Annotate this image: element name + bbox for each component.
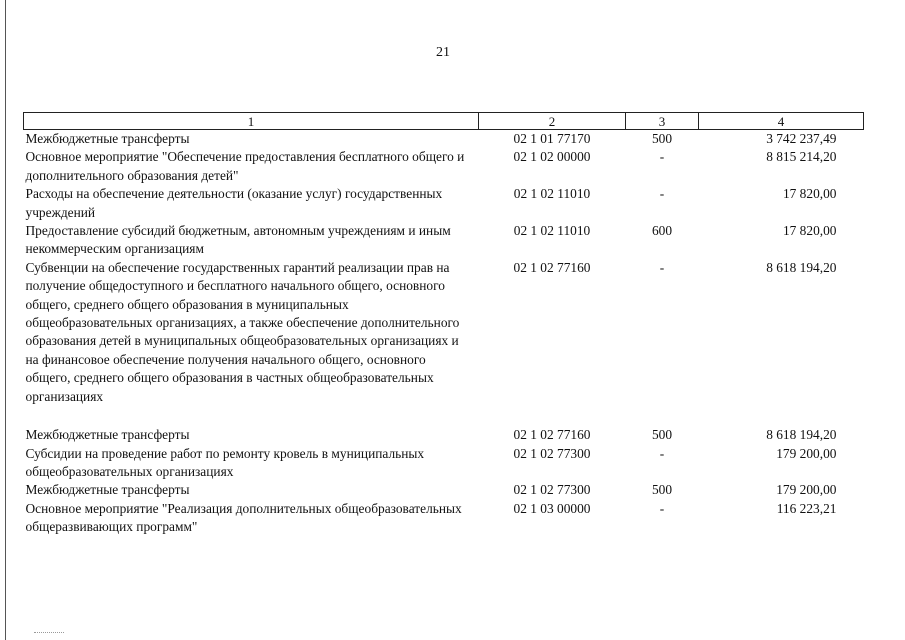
row-code: 02 1 03 00000 [513, 500, 591, 516]
row-amount: 179 200,00 [776, 482, 837, 498]
row-amount: 3 742 237,49 [766, 131, 837, 146]
row-type: - [659, 259, 665, 275]
row-amount: 8 618 194,20 [766, 427, 837, 443]
row-type: - [659, 149, 665, 165]
row-amount: 17 820,00 [782, 223, 837, 239]
row-amount: 17 820,00 [782, 186, 837, 202]
table-row [24, 148, 864, 185]
row-code: 02 1 02 77300 [513, 482, 591, 498]
row-name: Предоставление субсидий бюджетным, автономным учреждениям и иным некоммерческим организациям [25, 223, 451, 257]
table-row [24, 500, 864, 537]
header-row [24, 113, 864, 130]
page-number: 21 [436, 45, 450, 60]
row-code: 02 1 02 11010 [513, 223, 591, 239]
table-row [24, 445, 864, 482]
table-row [24, 185, 864, 222]
column-header-amount: 4 [699, 113, 864, 130]
column-header-code: 2 [479, 113, 626, 130]
row-amount: 8 618 194,20 [766, 259, 837, 275]
row-code: 02 1 02 77160 [513, 259, 591, 275]
row-type: 500 [651, 482, 673, 498]
row-name: Межбюджетные трансферты [25, 131, 190, 146]
column-header-name: 1 [24, 113, 479, 130]
row-amount: 116 223,21 [776, 500, 837, 516]
row-name: Основное мероприятие "Реализация дополнительных общеобразовательных общеразвивающих программ" [25, 500, 462, 535]
row-name: Межбюджетные трансферты [25, 427, 190, 443]
row-code: 02 1 02 77300 [513, 445, 591, 461]
spacer-row [24, 406, 864, 426]
scan-left-edge [5, 0, 6, 640]
row-code: 02 1 01 77170 [513, 131, 591, 146]
row-type: - [659, 186, 665, 202]
budget-table [23, 112, 864, 537]
table-row [24, 426, 864, 444]
row-type: - [659, 445, 665, 461]
row-name: Основное мероприятие "Обеспечение предоставления бесплатного общего и дополнительного образования детей" [25, 149, 465, 183]
row-name: Субсидии на проведение работ по ремонту кровель в муниципальных общеобразовательных организациях [25, 445, 425, 479]
row-amount: 179 200,00 [776, 445, 837, 461]
row-type: 500 [651, 131, 673, 146]
row-name: Субвенции на обеспечение государственных гарантий реализации прав на получение общедоступного и бесплатного начального общего, основного общего, среднего общего образования в муниципальных общеобразовательных организациях, а также обеспечение дополнительного образования детей в муниципальных общеобразовательных организациях и на финансовое обеспечение получения начального общего, основного общего, среднего общего образования в частных общеобразовательных организациях [25, 259, 460, 404]
table-row [24, 130, 864, 149]
table-row [24, 222, 864, 259]
column-header-type: 3 [626, 113, 699, 130]
row-type: 600 [651, 223, 673, 239]
row-code: 02 1 02 11010 [513, 186, 591, 202]
spacer-cell [24, 406, 864, 426]
scan-artifact [34, 632, 64, 636]
row-amount: 8 815 214,20 [766, 149, 837, 165]
row-type: - [659, 500, 665, 516]
row-code: 02 1 02 77160 [513, 427, 591, 443]
row-name: Расходы на обеспечение деятельности (оказание услуг) государственных учреждений [25, 186, 443, 220]
row-type: 500 [651, 427, 673, 443]
table-row [24, 481, 864, 499]
row-code: 02 1 02 00000 [513, 149, 591, 165]
table-row [24, 259, 864, 406]
row-name: Межбюджетные трансферты [25, 482, 190, 498]
